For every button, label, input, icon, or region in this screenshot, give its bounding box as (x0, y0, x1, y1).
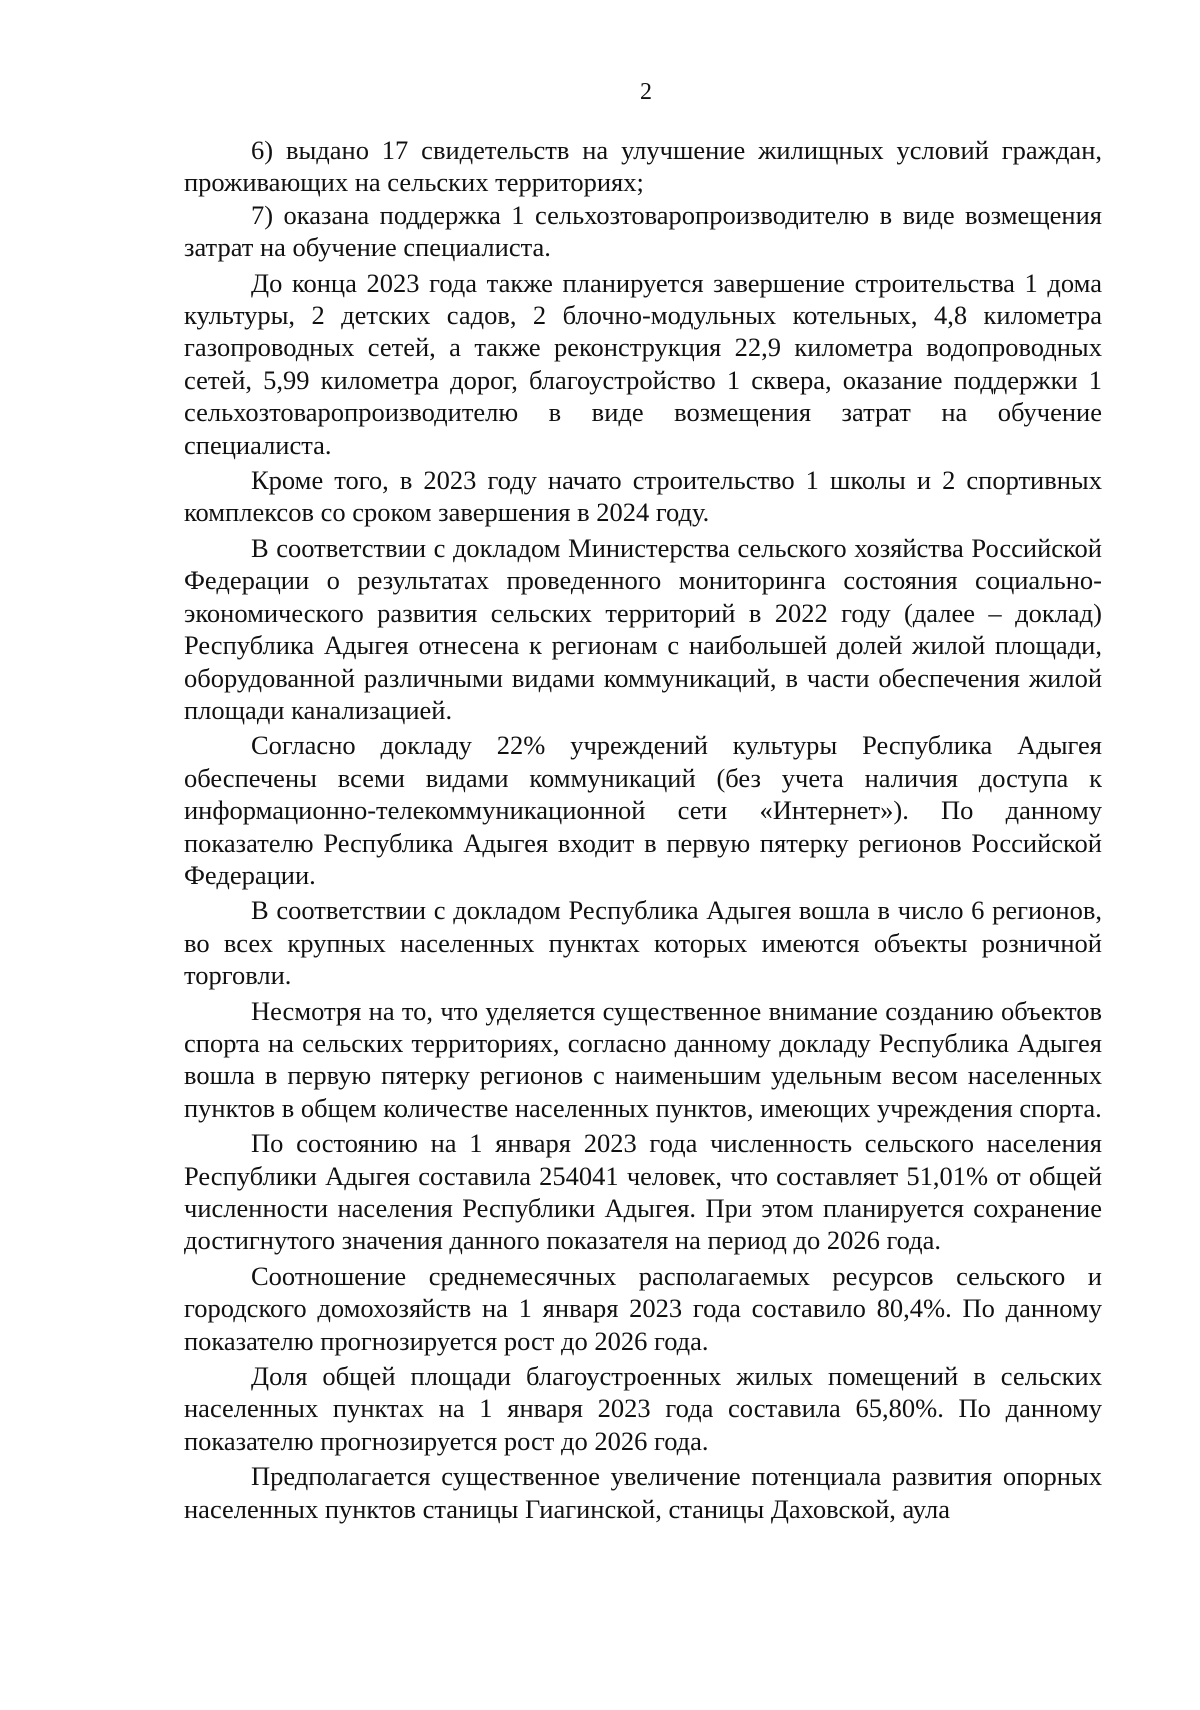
paragraph-school-construction: Кроме того, в 2023 году начато строительство 1 школы и 2 спортивных комплексов со сроком завершения в 2024 году. (184, 465, 1102, 528)
paragraph-construction-plans: До конца 2023 года также планируется завершение строительства 1 дома культуры, 2 детских садов, 2 блочно-модульных котельных, 4,8 километра газопроводных сетей, а также реконструкция 22,9 километра водопроводных сетей, 5,99 километра дорог, благоустройство 1 сквера, оказание поддержки 1 сельхозтоваропроизводителю в виде возмещения затрат на обучение специалиста. (184, 267, 1102, 460)
paragraph-rural-population: По состоянию на 1 января 2023 года численность сельского населения Республики Адыгея составила 254041 человек, что составляет 51,01% от общей численности населения Республики Адыгея. При этом планируется сохранение достигнутого значения данного показателя на период до 2026 года. (184, 1128, 1102, 1256)
paragraph-ministry-report: В соответствии с докладом Министерства сельского хозяйства Российской Федерации о результатах проведенного мониторинга состояния социально-экономического развития сельских территорий в 2022 году (далее – доклад) Республика Адыгея отнесена к регионам с наибольшей долей жилой площади, оборудованной различными видами коммуникаций, в части обеспечения жилой площади канализацией. (184, 532, 1102, 725)
paragraph-retail: В соответствии с докладом Республика Адыгея вошла в число 6 регионов, во всех крупных населенных пунктах которых имеются объекты розничной торговли. (184, 895, 1102, 991)
paragraph-household-resources: Соотношение среднемесячных располагаемых ресурсов сельского и городского домохозяйств на 1 января 2023 года составило 80,4%. По данному показателю прогнозируется рост до 2026 года. (184, 1260, 1102, 1356)
paragraph-housing-share: Доля общей площади благоустроенных жилых помещений в сельских населенных пунктах на 1 января 2023 года составила 65,80%. По данному показателю прогнозируется рост до 2026 года. (184, 1361, 1102, 1456)
paragraph-item-6: 6) выдано 17 свидетельств на улучшение жилищных условий граждан, проживающих на сельских территориях; (184, 135, 1102, 198)
paragraph-item-7: 7) оказана поддержка 1 сельхозтоваропроизводителю в виде возмещения затрат на обучение специалиста. (184, 199, 1102, 263)
paragraph-sport-facilities: Несмотря на то, что уделяется существенное внимание созданию объектов спорта на сельских территориях, согласно данному докладу Республика Адыгея вошла в первую пятерку регионов с наименьшим удельным весом населенных пунктов в общем количестве населенных пунктов, имеющих учреждения спорта. (184, 995, 1102, 1123)
paragraph-culture-institutions: Согласно докладу 22% учреждений культуры Республика Адыгея обеспечены всеми видами коммуникаций (без учета наличия доступа к информационно-телекоммуникационной сети «Интернет»). По данному показателю Республика Адыгея входит в первую пятерку регионов Российской Федерации. (184, 730, 1102, 890)
paragraph-support-settlements: Предполагается существенное увеличение потенциала развития опорных населенных пунктов станицы Гиагинской, станицы Даховской, аула (184, 1461, 1102, 1524)
page-number: 2 (640, 79, 652, 105)
document-body (184, 134, 1102, 1525)
